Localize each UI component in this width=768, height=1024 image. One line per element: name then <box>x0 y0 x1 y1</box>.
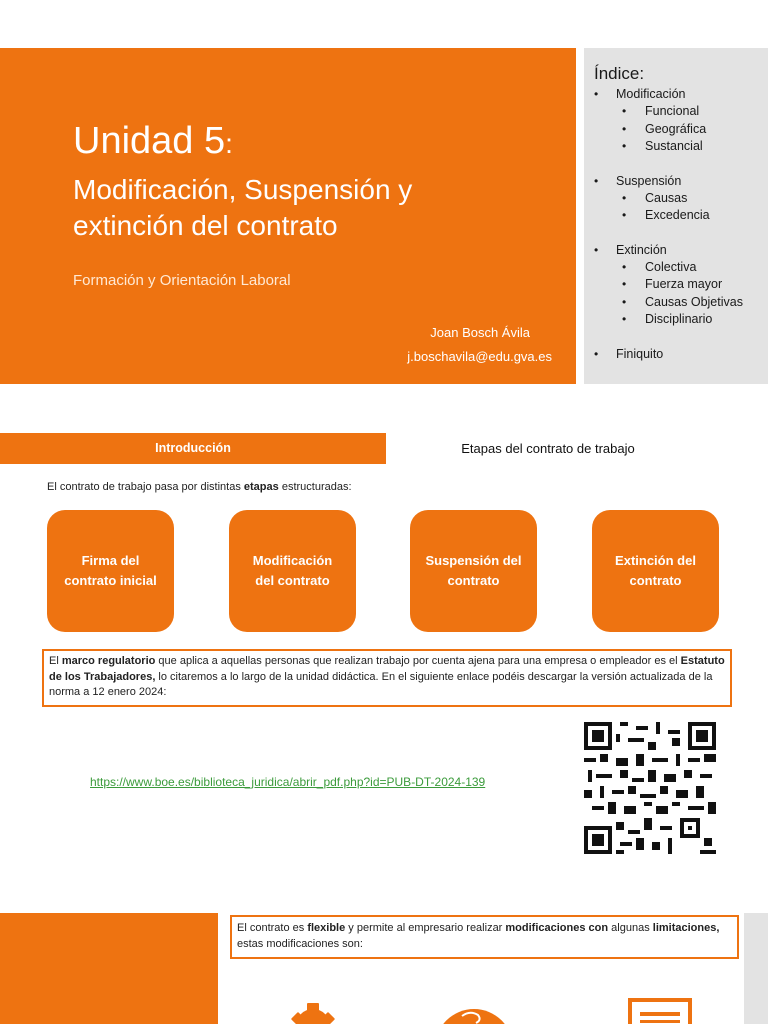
index-item-finiquito: Finiquito <box>616 347 664 361</box>
index-item-funcional: Funcional <box>645 104 700 118</box>
index-item-sustancial: Sustancial <box>645 139 703 153</box>
index-item-causas-objetivas: Causas Objetivas <box>645 295 743 309</box>
index-item-causas: Causas <box>645 191 688 205</box>
index-item-colectiva: Colectiva <box>645 260 697 274</box>
intro-text: El contrato de trabajo pasa por distintas etapas estructuradas: <box>47 481 352 493</box>
index-item-extincion: Extinción <box>616 243 667 257</box>
stage-suspension-contrato: Suspensión del contrato <box>410 510 537 632</box>
boe-estatuto-link[interactable]: https://www.boe.es/biblioteca_juridica/abrir_pdf.php?id=PUB-DT-2024-139 <box>90 775 486 789</box>
gear-icon <box>290 1000 336 1024</box>
index-item-geografica: Geográfica <box>645 122 707 136</box>
index-item-disciplinario: Disciplinario <box>645 312 713 326</box>
unit-title: Unidad 5: <box>73 120 233 162</box>
slide3-orange-panel <box>0 913 218 1024</box>
tab-introduccion[interactable]: Introducción <box>155 441 231 455</box>
index-item-fuerza-mayor: Fuerza mayor <box>645 277 723 291</box>
contrato-flexible-box: El contrato es flexible y permite al empresario realizar modificaciones con algunas limitaciones, estas modificaciones son: <box>230 915 739 959</box>
globe-icon <box>432 1006 516 1024</box>
slide3-index-panel <box>744 913 768 1024</box>
stage-extincion-contrato: Extinción del contrato <box>592 510 719 632</box>
author-name: Joan Bosch Ávila <box>430 325 530 340</box>
index-item-suspension: Suspensión <box>616 174 682 188</box>
author-email: j.boschavila@edu.gva.es <box>407 349 552 364</box>
index-heading: Índice: <box>594 64 645 83</box>
stage-modificacion-contrato: Modificación del contrato <box>229 510 356 632</box>
tab-etapas-contrato[interactable]: Etapas del contrato de trabajo <box>461 441 635 456</box>
course-name: Formación y Orientación Laboral <box>73 272 291 289</box>
document-icon <box>628 998 692 1024</box>
unit-subtitle: Modificación, Suspensión y extinción del contrato <box>73 174 413 241</box>
index-item-modificacion: Modificación <box>616 87 686 101</box>
qr-code-icon <box>584 722 716 854</box>
marco-regulatorio-box: El marco regulatorio que aplica a aquellas personas que realizan trabajo por cuenta ajena para una empresa o empleador es el Estatuto de los Trabajadores, lo citaremos a lo largo de la unidad didáctica. En el siguiente enlace podéis descargar la versión actualizada de la norma a 12 enero 2024: <box>42 649 732 707</box>
stage-firma-contrato: Firma del contrato inicial <box>47 510 174 632</box>
index-item-excedencia: Excedencia <box>645 208 710 222</box>
